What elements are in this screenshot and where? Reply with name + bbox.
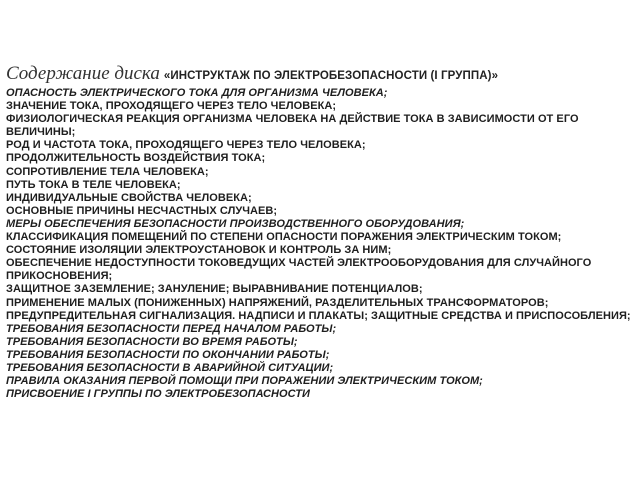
contents-item: ИНДИВИДУАЛЬНЫЕ СВОЙСТВА ЧЕЛОВЕКА; xyxy=(6,191,252,204)
contents-item: МЕРЫ ОБЕСПЕЧЕНИЯ БЕЗОПАСНОСТИ ПРОИЗВОДСТВЕННОГО ОБОРУДОВАНИЯ; xyxy=(6,217,465,230)
contents-item: СОСТОЯНИЕ ИЗОЛЯЦИИ ЭЛЕКТРОУСТАНОВОК И КОНТРОЛЬ ЗА НИМ; xyxy=(6,244,392,257)
contents-item: ПРИСВОЕНИЕ I ГРУППЫ ПО ЭЛЕКТРОБЕЗОПАСНОСТИ xyxy=(6,388,310,401)
contents-item: ТРЕБОВАНИЯ БЕЗОПАСНОСТИ ПЕРЕД НАЧАЛОМ РАБОТЫ; xyxy=(6,322,337,335)
contents-item: ОПАСНОСТЬ ЭЛЕКТРИЧЕСКОГО ТОКА ДЛЯ ОРГАНИЗМА ЧЕЛОВЕКА; xyxy=(6,87,388,99)
slide-title xyxy=(6,64,636,86)
contents-item: ТРЕБОВАНИЯ БЕЗОПАСНОСТИ ПО ОКОНЧАНИИ РАБОТЫ; xyxy=(6,348,330,361)
contents-item: ТРЕБОВАНИЯ БЕЗОПАСНОСТИ В АВАРИЙНОЙ СИТУАЦИИ; xyxy=(6,361,334,374)
contents-item: ОСНОВНЫЕ ПРИЧИНЫ НЕСЧАСТНЫХ СЛУЧАЕВ; xyxy=(6,204,278,217)
contents-item: ПУТЬ ТОКА В ТЕЛЕ ЧЕЛОВЕКА; xyxy=(6,178,181,191)
contents-item: ЗНАЧЕНИЕ ТОКА, ПРОХОДЯЩЕГО ЧЕРЕЗ ТЕЛО ЧЕЛОВЕКА; xyxy=(6,100,337,113)
contents-item: ПРЕДУПРЕДИТЕЛЬНАЯ СИГНАЛИЗАЦИЯ. НАДПИСИ И ПЛАКАТЫ; ЗАЩИТНЫЕ СРЕДСТВА И ПРИСПОСОБЛЕНИЯ; xyxy=(6,309,631,322)
contents-item: ФИЗИОЛОГИЧЕСКАЯ РЕАКЦИЯ ОРГАНИЗМА ЧЕЛОВЕКА НА ДЕЙСТВИЕ ТОКА В ЗАВИСИМОСТИ ОТ ЕГО ВЕЛИЧИНЫ; xyxy=(6,113,579,139)
contents-item: СОПРОТИВЛЕНИЕ ТЕЛА ЧЕЛОВЕКА; xyxy=(6,165,209,178)
contents-item: ОБЕСПЕЧЕНИЕ НЕДОСТУПНОСТИ ТОКОВЕДУЩИХ ЧАСТЕЙ ЭЛЕКТРООБОРУДОВАНИЯ ДЛЯ СЛУЧАЙНОГО ПРИКОСНОВЕНИЯ; xyxy=(6,257,592,283)
title-prefix: Содержание диска xyxy=(6,63,160,84)
contents-item: ПРОДОЛЖИТЕЛЬНОСТЬ ВОЗДЕЙСТВИЯ ТОКА; xyxy=(6,152,266,165)
content-block xyxy=(6,64,636,401)
contents-item: КЛАССИФИКАЦИЯ ПОМЕЩЕНИЙ ПО СТЕПЕНИ ОПАСНОСТИ ПОРАЖЕНИЯ ЭЛЕКТРИЧЕСКИМ ТОКОМ; xyxy=(6,231,562,244)
contents-item: РОД И ЧАСТОТА ТОКА, ПРОХОДЯЩЕГО ЧЕРЕЗ ТЕЛО ЧЕЛОВЕКА; xyxy=(6,139,366,152)
contents-list xyxy=(6,87,636,401)
contents-item: ПРАВИЛА ОКАЗАНИЯ ПЕРВОЙ ПОМОЩИ ПРИ ПОРАЖЕНИИ ЭЛЕКТРИЧЕСКИМ ТОКОМ; xyxy=(6,375,483,388)
contents-item: ТРЕБОВАНИЯ БЕЗОПАСНОСТИ ВО ВРЕМЯ РАБОТЫ; xyxy=(6,335,298,348)
title-main: «ИНСТРУКТАЖ ПО ЭЛЕКТРОБЕЗОПАСНОСТИ (I ГРУППА)» xyxy=(163,70,499,82)
contents-item: ПРИМЕНЕНИЕ МАЛЫХ (ПОНИЖЕННЫХ) НАПРЯЖЕНИЙ, РАЗДЕЛИТЕЛЬНЫХ ТРАНСФОРМАТОРОВ; xyxy=(6,296,549,309)
contents-item: ЗАЩИТНОЕ ЗАЗЕМЛЕНИЕ; ЗАНУЛЕНИЕ; ВЫРАВНИВАНИЕ ПОТЕНЦИАЛОВ; xyxy=(6,283,423,296)
